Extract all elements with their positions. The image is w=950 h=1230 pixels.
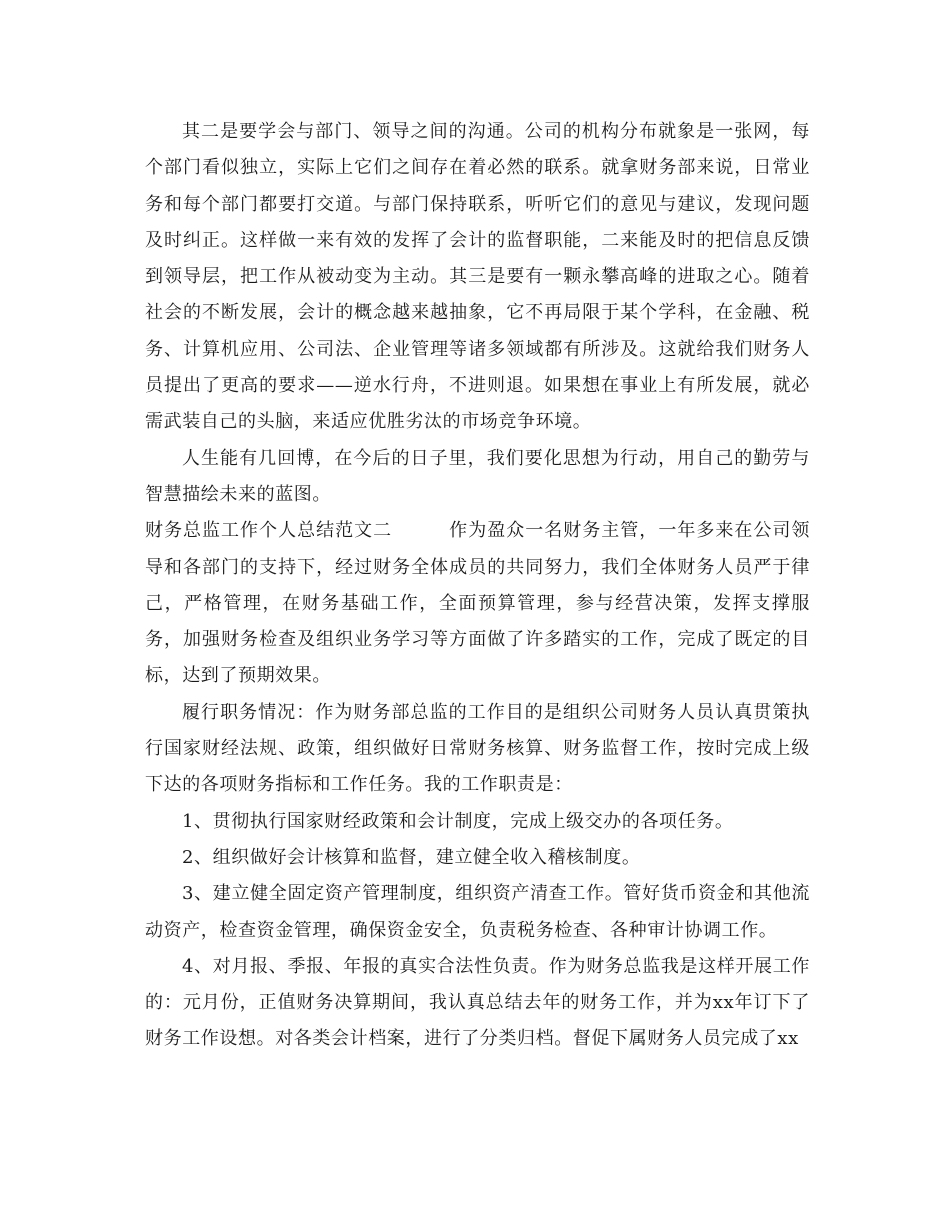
list-item-duty-1: 1、贯彻执行国家财经政策和会计制度，完成上级交办的各项任务。	[182, 810, 734, 832]
document-body	[145, 114, 810, 1058]
paragraph-life-outlook: 人生能有几回博，在今后的日子里，我们要化思想为行动，用自己的勤劳与智慧描绘未来的蓝图。	[145, 447, 810, 505]
paragraph-communication: 其二是要学会与部门、领导之间的沟通。公司的机构分布就象是一张网，每个部门看似独立，实际上它们之间存在着必然的联系。就拿财务部来说，日常业务和每个部门都要打交道。与部门保持联系，听听它们的意见与建议，发现问题及时纠正。这样做一来有效的发挥了会计的监督职能，二来能及时的把信息反馈到领导层，把工作从被动变为主动。其三是要有一颗永攀高峰的进取之心。随着社会的不断发展，会计的概念越来越抽象，它不再局限于某个学科，在金融、税务、计算机应用、公司法、企业管理等诸多领域都有所涉及。这就给我们财务人员提出了更高的要求——逆水行舟，不进则退。如果想在事业上有所发展，就必需武装自己的头脑，来适应优胜劣汰的市场竞争环境。	[145, 121, 810, 433]
list-item-duty-2: 2、组织做好会计核算和监督，建立健全收入稽核制度。	[182, 846, 641, 868]
paragraph-duties-intro: 履行职务情况：作为财务部总监的工作目的是组织公司财务人员认真贯策执行国家财经法规、政策，组织做好日常财务核算、财务监督工作，按时完成上级下达的各项财务指标和工作任务。我的工作职责是：	[145, 701, 810, 796]
list-item-duty-4: 4、对月报、季报、年报的真实合法性负责。作为财务总监我是这样开展工作的：元月份，正值财务决算期间，我认真总结去年的财务工作，并为xx年订下了财务工作设想。对各类会计档案，进行了分类归档。督促下属财务人员完成了xx	[145, 955, 810, 1050]
paragraph-summary-title: 财务总监工作个人总结范文二 作为盈众一名财务主管，一年多来在公司领导和各部门的支持下，经过财务全体成员的共同努力，我们全体财务人员严于律己，严格管理，在财务基础工作，全面预算管理，参与经营决策，发挥支撑服务，加强财务检查及组织业务学习等方面做了许多踏实的工作，完成了既定的目标，达到了预期效果。	[145, 520, 810, 687]
list-item-duty-3: 3、建立健全固定资产管理制度，组织资产清查工作。管好货币资金和其他流动资产，检查资金管理，确保资金安全，负责税务检查、各种审计协调工作。	[145, 883, 810, 941]
